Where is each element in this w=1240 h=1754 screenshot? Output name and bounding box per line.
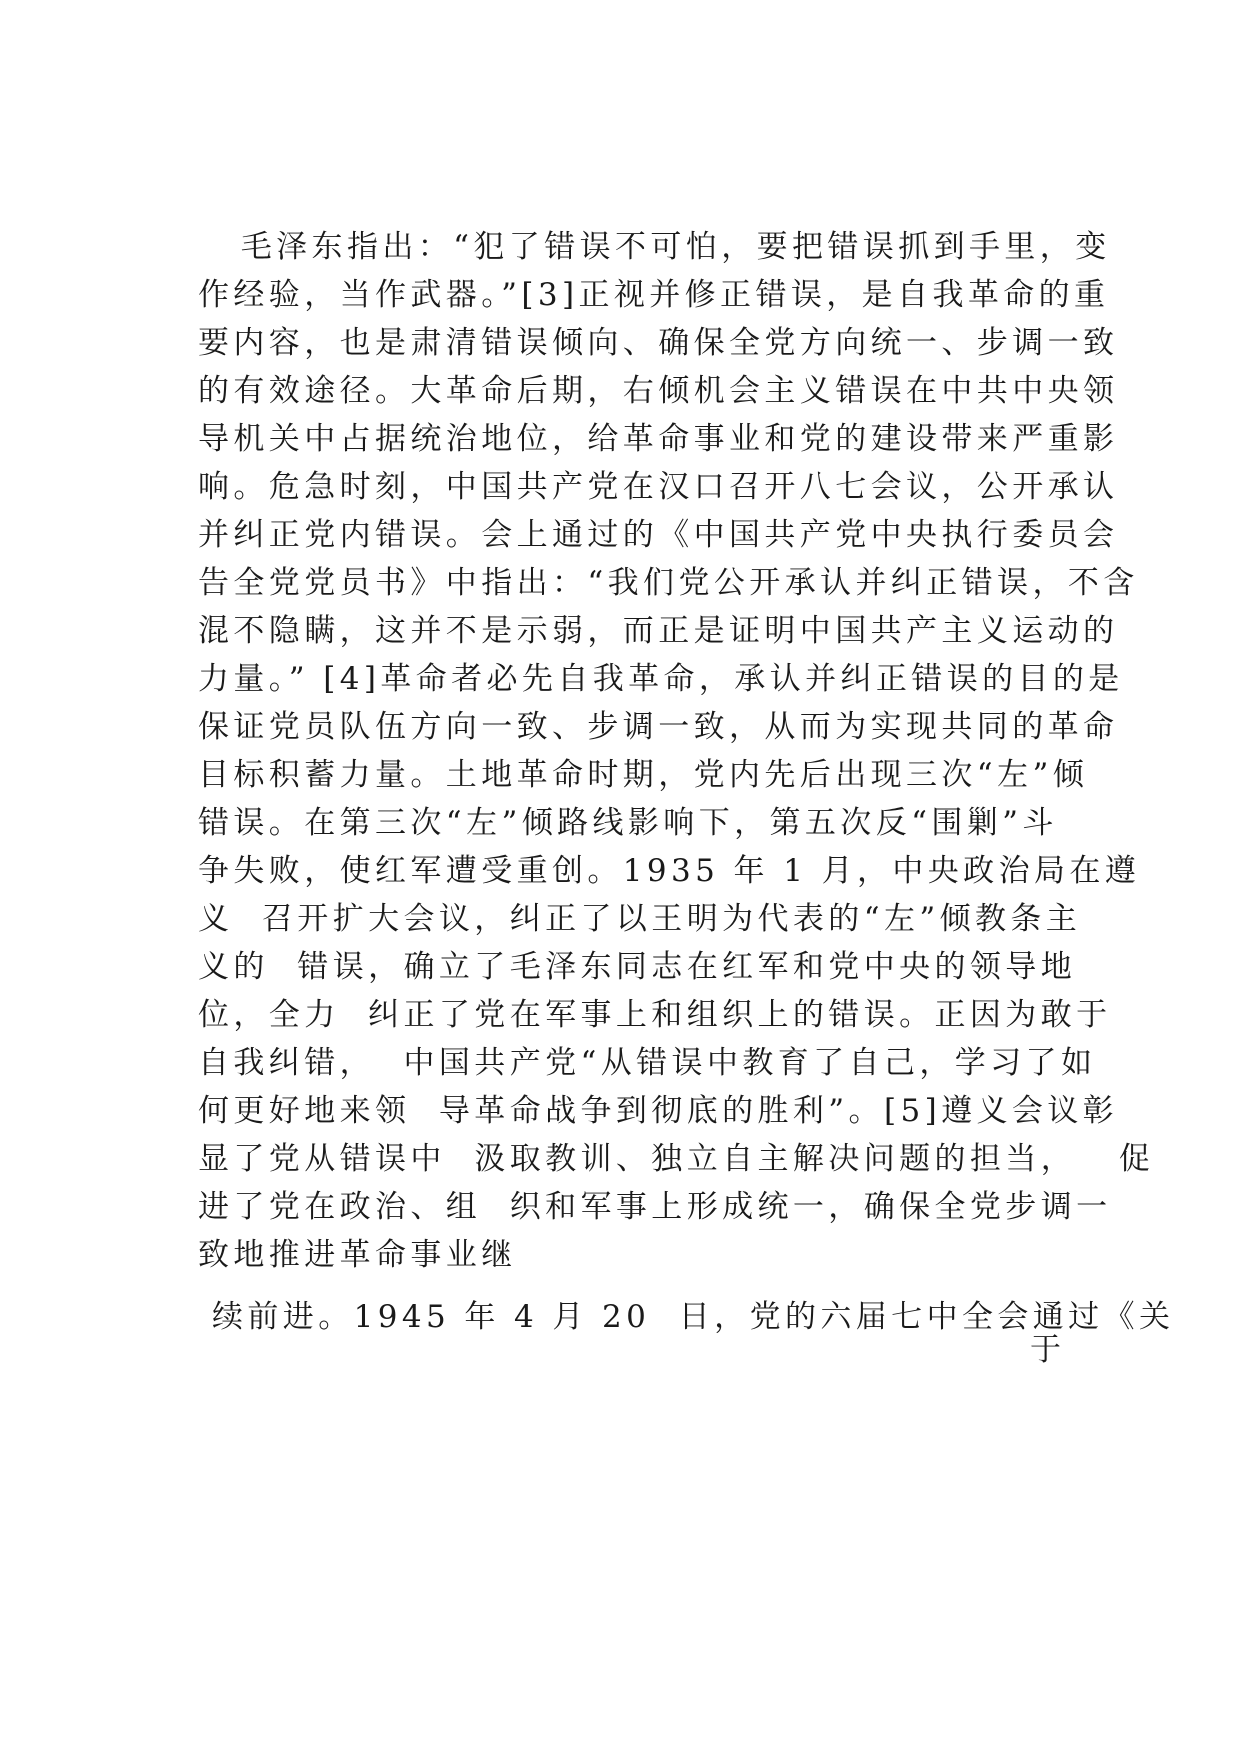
text-line: 续前进。1945 年 4 月 20 日，党的六届七中全会通过《关 xyxy=(212,1299,1175,1335)
text-line: 致地推进革命事业继 xyxy=(198,1237,517,1273)
text-line: 作经验，当作武器。”[3]正视并修正错误，是自我革命的重 xyxy=(198,277,1110,313)
text-line: 自我纠错， 中国共产党“从错误中教育了自己，学习了如 xyxy=(198,1045,1097,1081)
text-line: 的有效途径。大革命后期，右倾机会主义错误在中共中央领 xyxy=(198,373,1119,409)
text-line: 义 召开扩大会议，纠正了以王明为代表的“左”倾教条主 xyxy=(198,901,1082,937)
text-line: 目标积蓄力量。土地革命时期，党内先后出现三次“左”倾 xyxy=(198,757,1089,793)
text-line: 何更好地来领 导革命战争到彻底的胜利”。[5]遵义会议彰 xyxy=(198,1093,1119,1129)
text-line: 位，全力 纠正了党在军事上和组织上的错误。正因为敢于 xyxy=(198,997,1112,1033)
text-line: 保证党员队伍方向一致、步调一致，从而为实现共同的革命 xyxy=(198,709,1119,745)
text-line: 告全党党员书》中指出：“我们党公开承认并纠正错误，不含 xyxy=(198,565,1139,601)
text-line: 导机关中占据统治地位，给革命事业和党的建设带来严重影 xyxy=(198,421,1119,457)
text-line: 错误。在第三次“左”倾路线影响下，第五次反“围剿”斗 xyxy=(198,805,1058,841)
text-line: 要内容，也是肃清错误倾向、确保全党方向统一、步调一致 xyxy=(198,325,1119,361)
text-line: 进了党在政治、组 织和军事上形成统一，确保全党步调一 xyxy=(198,1189,1112,1225)
text-line: 毛泽东指出：“犯了错误不可怕，要把错误抓到手里，变 xyxy=(198,229,1111,265)
text-line: 义的 错误，确立了毛泽东同志在红军和党中央的领导地 xyxy=(198,949,1077,985)
text-line: 显了党从错误中 汲取教训、独立自主解决问题的担当， 促 xyxy=(198,1141,1155,1177)
text-line: 争失败，使红军遭受重创。1935 年 1 月，中央政治局在遵 xyxy=(198,853,1141,889)
text-line: 于 xyxy=(1030,1332,1066,1368)
text-line: 并纠正党内错误。会上通过的《中国共产党中央执行委员会 xyxy=(198,517,1119,553)
text-line: 力量。” [4]革命者必先自我革命，承认并纠正错误的目的是 xyxy=(198,661,1124,697)
text-line: 响。危急时刻，中国共产党在汉口召开八七会议，公开承认 xyxy=(198,469,1119,505)
text-line: 混不隐瞒，这并不是示弱，而正是证明中国共产主义运动的 xyxy=(198,613,1119,649)
